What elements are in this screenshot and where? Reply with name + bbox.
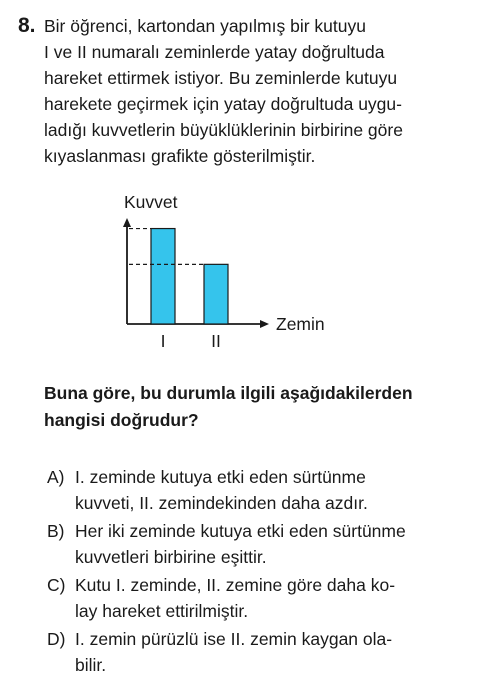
force-bar-chart: [0, 185, 480, 360]
option-label: D): [47, 629, 66, 649]
question-line: I ve II numaralı zeminlerde yatay doğrultuda: [44, 42, 385, 62]
option-text: kuvvetleri birbirine eşittir.: [75, 547, 267, 567]
y-axis-label: Kuvvet: [124, 192, 178, 212]
option-label: A): [47, 467, 65, 487]
question-line: Bir öğrenci, kartondan yapılmış bir kutuyu: [44, 16, 366, 36]
question-line: hareket ettirmek istiyor. Bu zeminlerde kutuyu: [44, 68, 398, 88]
question-number: 8.: [18, 14, 36, 37]
question-line: harekete geçirmek için yatay doğrultuda uygu-: [44, 94, 402, 114]
option-text: lay hareket ettirilmiştir.: [75, 601, 249, 621]
option-text: bilir.: [75, 655, 107, 675]
option-label: C): [47, 575, 66, 595]
question-line: kıyaslanması grafikte gösterilmiştir.: [44, 146, 316, 166]
option-text: kuvveti, II. zemindekinden daha azdır.: [75, 493, 368, 513]
x-tick-label: II: [211, 331, 221, 351]
option-label: B): [47, 521, 65, 541]
x-axis-label: Zemin: [276, 314, 325, 334]
question-prompt: hangisi doğrudur?: [44, 410, 199, 430]
y-axis-arrow: [123, 218, 131, 227]
question-line: ladığı kuvvetlerin büyüklüklerinin birbirine göre: [44, 120, 403, 140]
option-text: Kutu I. zeminde, II. zemine göre daha ko-: [75, 575, 396, 595]
option-text: I. zeminde kutuya etki eden sürtünme: [75, 467, 366, 487]
bar: [151, 229, 175, 324]
option-text: Her iki zeminde kutuya etki eden sürtünme: [75, 521, 406, 541]
option-text: I. zemin pürüzlü ise II. zemin kaygan ola-: [75, 629, 393, 649]
bar: [204, 264, 228, 324]
x-axis-arrow: [260, 320, 269, 328]
x-tick-label: I: [160, 331, 166, 351]
question-prompt: Buna göre, bu durumla ilgili aşağıdakilerden: [44, 383, 413, 403]
